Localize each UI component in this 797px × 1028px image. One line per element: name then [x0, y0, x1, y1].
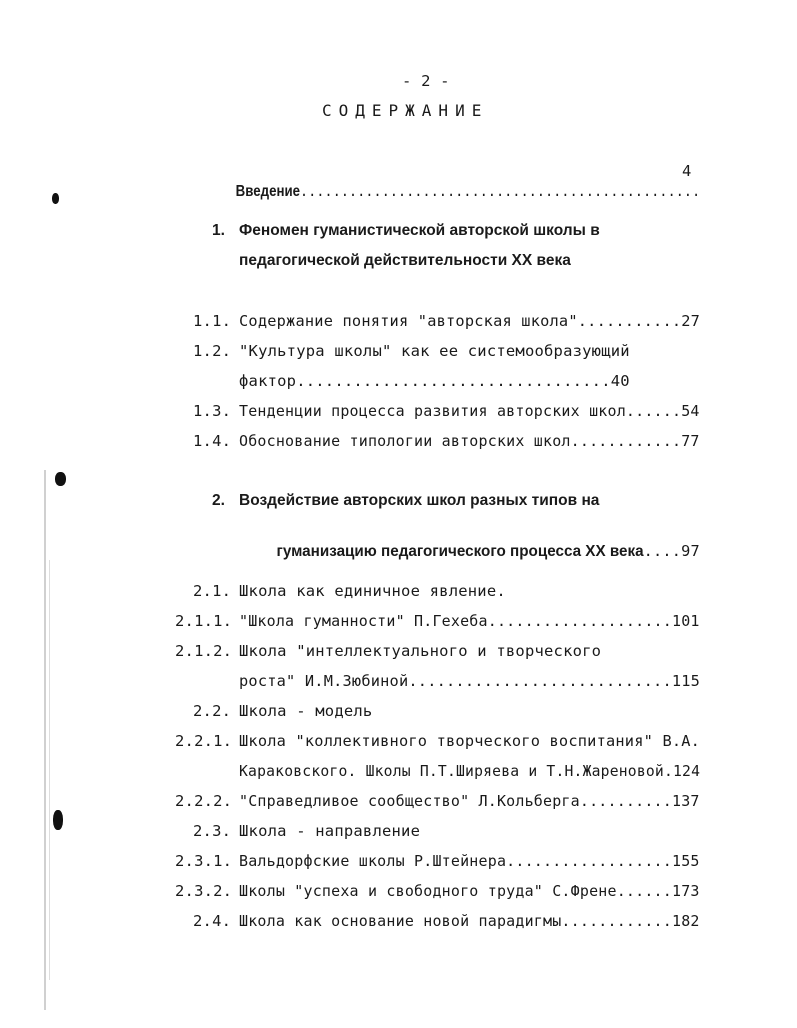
toc-item-number: 1.2.: [193, 342, 232, 360]
toc-item[interactable]: Школа "коллективного творческого воспитания" В.А.: [239, 732, 701, 750]
section-2-title-line2: гуманизацию педагогического процесса XX века: [276, 543, 644, 560]
toc-item-number: 1.3.: [193, 402, 232, 420]
toc-item[interactable]: "Справедливое сообщество" Л.Кольберга..........137: [239, 792, 700, 810]
toc-item[interactable]: Содержание понятия "авторская школа"...........27: [239, 312, 701, 330]
toc-item[interactable]: Обоснование типологии авторских школ............77: [239, 432, 700, 450]
leader-dots: ....: [643, 542, 682, 560]
toc-item-number: 2.1.2.: [175, 642, 233, 660]
toc-item-number: 1.4.: [193, 432, 232, 450]
toc-item-continuation[interactable]: фактор.................................40: [239, 372, 630, 390]
toc-item-number: 2.1.1.: [175, 612, 233, 630]
intro-page: 4: [682, 162, 692, 180]
toc-item[interactable]: Вальдорфские школы Р.Штейнера..................155: [239, 852, 700, 870]
scan-edge-line: [44, 470, 46, 1010]
scan-blot: [52, 193, 59, 204]
toc-item-number: 1.1.: [193, 312, 232, 330]
section-2-title-line1[interactable]: Воздействие авторских школ разных типов на: [239, 492, 600, 509]
toc-item[interactable]: Школа как основание новой парадигмы............182: [239, 912, 700, 930]
toc-item-number: 2.3.: [193, 822, 232, 840]
toc-item-number: 2.4.: [193, 912, 232, 930]
page-number: - 2 -: [402, 72, 450, 90]
leader-dots: .................................................: [300, 182, 701, 200]
toc-item[interactable]: Школа - модель: [239, 702, 373, 720]
toc-item-number: 2.3.1.: [175, 852, 233, 870]
section-1-number: 1.: [212, 222, 225, 239]
toc-item[interactable]: Школа - направление: [239, 822, 421, 840]
section-1-title-line1[interactable]: Феномен гуманистической авторской школы в: [239, 222, 600, 239]
toc-item[interactable]: Школа как единичное явление.: [239, 582, 506, 600]
toc-item[interactable]: "Школа гуманности" П.Гехеба....................101: [239, 612, 700, 630]
toc-item-number: 2.2.2.: [175, 792, 233, 810]
scan-edge-line: [49, 560, 50, 980]
section-2-title-line2-row[interactable]: [239, 521, 700, 582]
toc-item[interactable]: Школы "успеха и свободного труда" С.Френе......173: [239, 882, 700, 900]
section-2-page: 97: [681, 542, 700, 560]
toc-item-number: 2.2.1.: [175, 732, 233, 750]
toc-item[interactable]: Школа "интеллектуального и творческого: [239, 642, 602, 660]
section-2-number: 2.: [212, 492, 225, 509]
scan-blot: [55, 472, 66, 486]
section-1-title-line2[interactable]: педагогической действительности XX века: [239, 252, 571, 269]
toc-item[interactable]: "Культура школы" как ее системообразующий: [239, 342, 630, 360]
toc-item-continuation[interactable]: роста" И.М.Зюбиной............................115: [239, 672, 701, 690]
toc-entry-intro[interactable]: [203, 161, 700, 222]
toc-item[interactable]: Тенденции процесса развития авторских школ......54: [239, 402, 700, 420]
scan-blot: [53, 810, 63, 830]
page-title: СОДЕРЖАНИЕ: [322, 101, 489, 120]
intro-label: Введение: [235, 183, 301, 200]
toc-item-number: 2.3.2.: [175, 882, 233, 900]
toc-item-number: 2.2.: [193, 702, 232, 720]
toc-item-number: 2.1.: [193, 582, 232, 600]
toc-item-continuation[interactable]: Караковского. Школы П.Т.Ширяева и Т.Н.Жареновой.124: [239, 762, 701, 780]
